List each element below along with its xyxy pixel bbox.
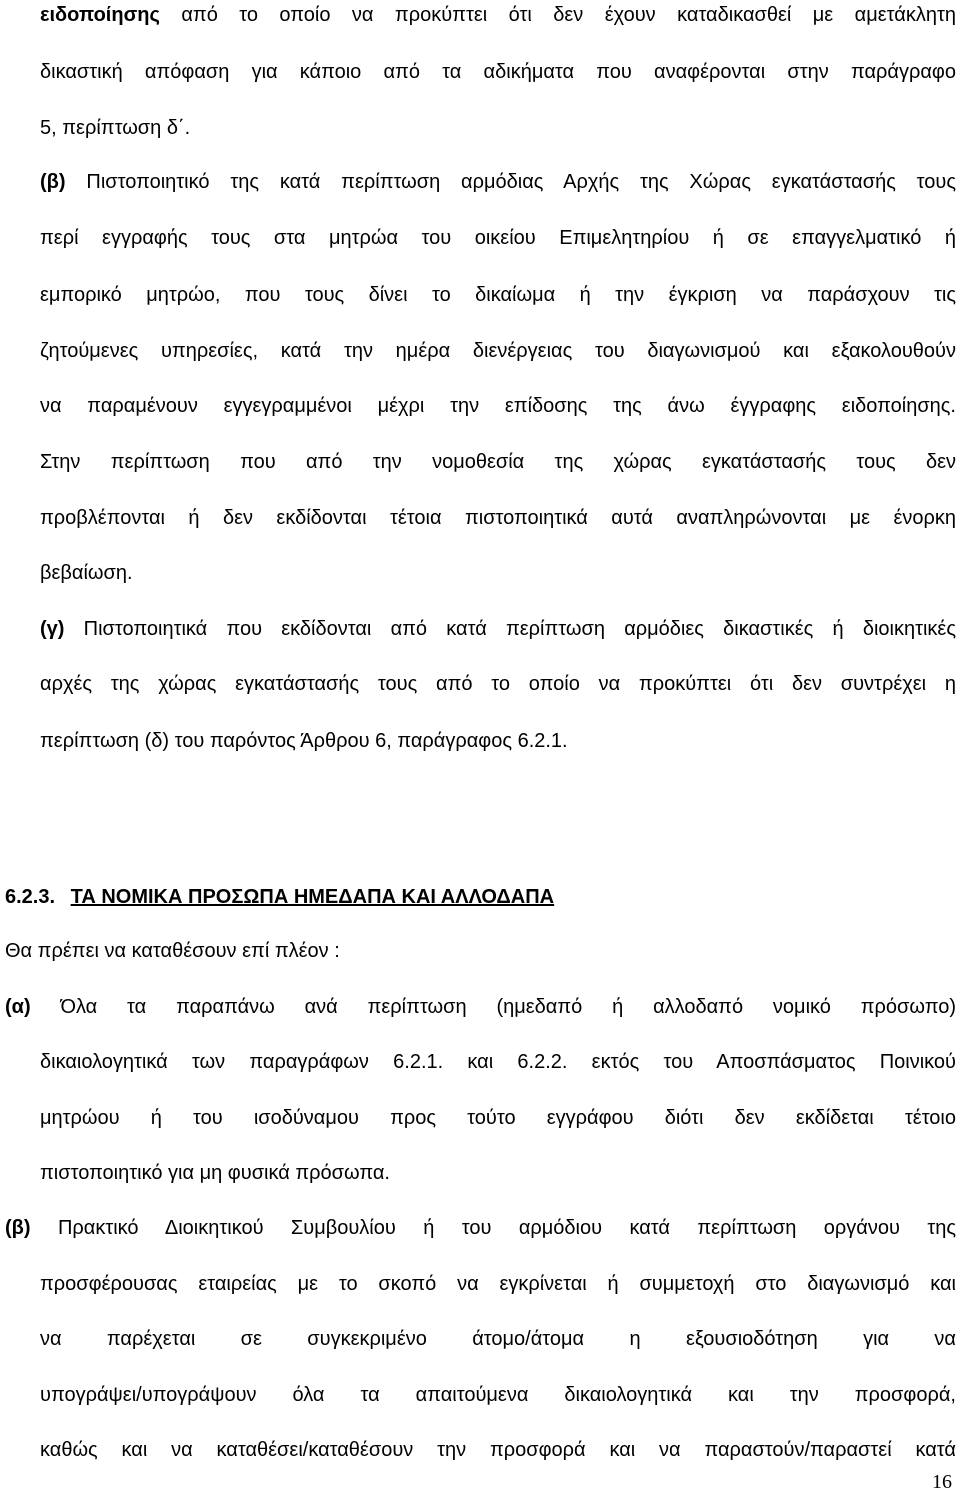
paragraph-line: πιστοποιητικό για μη φυσικά πρόσωπα. [40, 1162, 390, 1184]
list-item-c-first-line [40, 616, 956, 642]
paragraph-line: περίπτωση (δ) του παρόντος Άρθρου 6, παράγραφος 6.2.1. [40, 730, 568, 752]
item-label: (β) [40, 171, 66, 193]
item-label: (γ) [40, 618, 65, 640]
paragraph-line: Στην περίπτωση που από την νομοθεσία της χώρας εγκατάστασής τους δεν [40, 451, 956, 473]
line-text: από το οποίο να προκύπτει ότι δεν έχουν καταδικασθεί με αμετάκλητη [181, 4, 956, 26]
paragraph-line: προσφέρουσας εταιρείας με το σκοπό να εγκρίνεται ή συμμετοχή στο διαγωνισμό και [40, 1273, 956, 1295]
paragraph-line: να παραμένουν εγγεγραμμένοι μέχρι την επίδοσης της άνω έγγραφης ειδοποίησης. [40, 395, 956, 417]
paragraph-line: περί εγγραφής τους στα μητρώα του οικείου Επιμελητηρίου ή σε επαγγελματικό ή [40, 227, 956, 249]
list-item-b1-first-line [40, 169, 956, 195]
paragraph-line: εμπορικό μητρώο, που τους δίνει το δικαίωμα ή την έγκριση να παράσχουν τις [40, 284, 956, 306]
item-label: (β) [5, 1217, 31, 1239]
line-text: Πρακτικό Διοικητικού Συμβουλίου ή του αρμόδιου κατά περίπτωση οργάνου της [57, 1217, 956, 1239]
paragraph-line: δικαστική απόφαση για κάποιο από τα αδικήματα που αναφέρονται στην παράγραφο [40, 61, 956, 83]
paragraph-line: ζητούμενες υπηρεσίες, κατά την ημέρα διενέργειας του διαγωνισμού και εξακολουθούν [40, 340, 956, 362]
section-heading [5, 884, 956, 910]
line-text: Πιστοποιητικά που εκδίδονται από κατά περίπτωση αρμόδιες δικαστικές ή διοικητικές [83, 618, 956, 640]
page-number: 16 [932, 1471, 952, 1493]
list-item-b2-first-line [5, 1215, 956, 1241]
paragraph-line: υπογράψει/υπογράψουν όλα τα απαιτούμενα δικαιολογητικά και την προσφορά, [40, 1384, 956, 1406]
section-title: ΤΑ ΝΟΜΙΚΑ ΠΡΟΣΩΠΑ ΗΜΕΔΑΠΑ ΚΑΙ ΑΛΛΟΔΑΠΑ [70, 886, 555, 908]
line-text: Όλα τα παραπάνω ανά περίπτωση (ημεδαπό ή αλλοδαπό νομικό πρόσωπο) [60, 996, 956, 1018]
paragraph-line [40, 2, 956, 28]
paragraph-line: μητρώου ή του ισοδύναμου προς τούτο εγγράφου διότι δεν εκδίδεται τέτοιο [40, 1107, 956, 1129]
paragraph-line: καθώς και να καταθέσει/καταθέσουν την προσφορά και να παραστούν/παραστεί κατά [40, 1439, 956, 1461]
paragraph-line: αρχές της χώρας εγκατάστασής τους από το οποίο να προκύπτει ότι δεν συντρέχει η [40, 673, 956, 695]
list-item-a-first-line [5, 994, 956, 1020]
intro-text: Θα πρέπει να καταθέσουν επί πλέον : [5, 940, 340, 962]
bold-word: ειδοποίησης [40, 4, 160, 26]
paragraph-line: να παρέχεται σε συγκεκριμένο άτομο/άτομα η εξουσιοδότηση για να [40, 1328, 956, 1350]
line-text: Πιστοποιητικό της κατά περίπτωση αρμόδιας Αρχής της Χώρας εγκατάστασής τους [86, 171, 957, 193]
paragraph-line: δικαιολογητικά των παραγράφων 6.2.1. και 6.2.2. εκτός του Αποσπάσματος Ποινικού [40, 1051, 956, 1073]
paragraph-line: βεβαίωση. [40, 562, 133, 584]
section-number: 6.2.3. [5, 886, 56, 908]
paragraph-line: 5, περίπτωση δ΄. [40, 117, 191, 139]
item-label: (α) [5, 996, 31, 1018]
paragraph-line: προβλέπονται ή δεν εκδίδονται τέτοια πιστοποιητικά αυτά αναπληρώνονται με ένορκη [40, 507, 956, 529]
